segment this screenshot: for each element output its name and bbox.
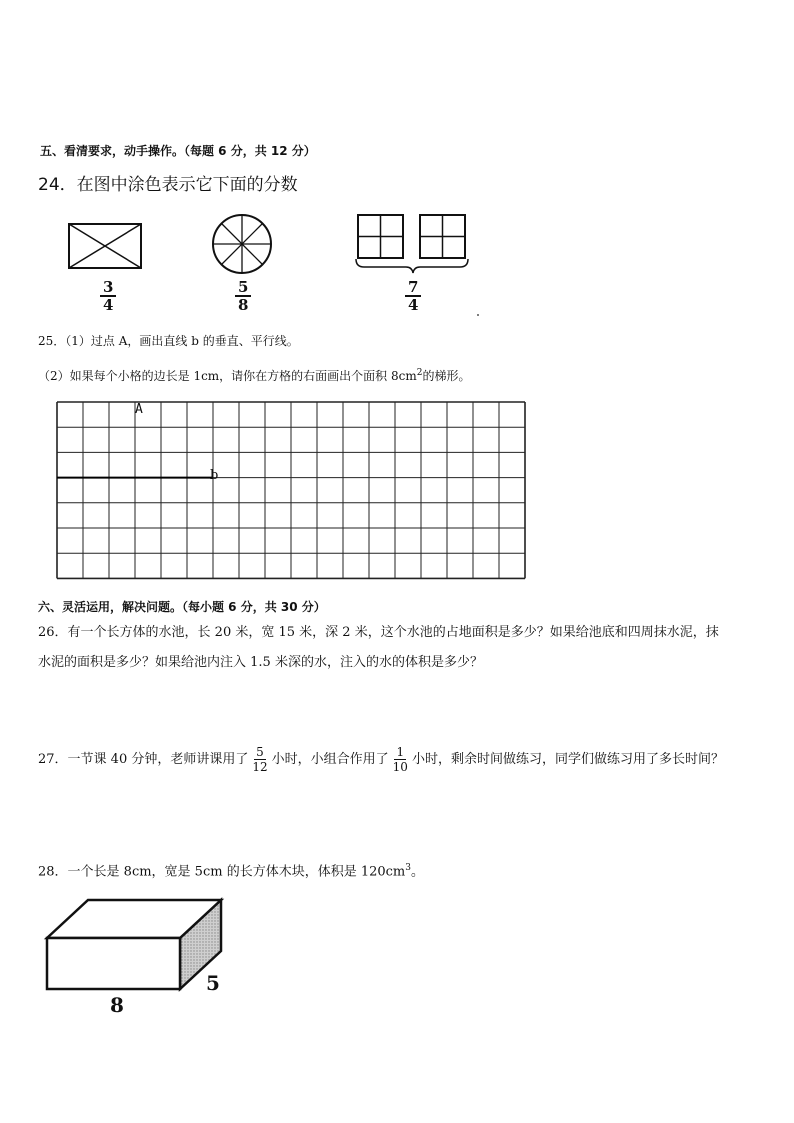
fraction-7-4: $\frac{7}{4}$ [405,279,421,313]
question-27: 27．一节课 40 分钟，老师讲课用了 $\frac{5}{12}$ 小时，小组合作用了 $\frac{1}{10}$ 小时，剩余时间做练习，同学们做练习用了多长时间？ [38,745,724,774]
cuboid-front-face [47,938,180,989]
cuboid-figure [40,893,240,1028]
line-b-label: b [210,468,219,483]
two-squares-figure [358,215,465,258]
fraction-5-8: $\frac{5}{8}$ [235,279,251,313]
fraction-3-4: $\frac{3}{4}$ [100,279,116,313]
cuboid-svg [40,893,240,1028]
fraction-1-10: $\frac{1}{10}$ [392,745,408,774]
grid-svg [55,398,527,582]
question-28: 28．一个长是 8cm，宽是 5cm 的长方体木块，体积是 $120cm^3$。 [38,863,425,880]
drawing-grid[interactable] [55,398,527,582]
circle-figure [213,215,271,273]
width-label: 5 [206,971,220,995]
question-24-text: 24．在图中涂色表示它下面的分数 [38,175,298,195]
section-5-title: 五、看清要求，动手操作。（每题 6 分，共 12 分） [40,144,316,158]
fraction-5-12: $\frac{5}{12}$ [252,745,268,774]
point-a-label: A [135,402,143,417]
question-25-part2: （2）如果每个小格的边长是 1cm，请你在方格的右面画出个面积 $8cm^2$的梯形。 [38,368,471,383]
section-6-title: 六、灵活运用，解决问题。（每小题 6 分，共 30 分） [38,600,326,614]
question-24-figures [38,207,490,317]
question-25-part1: 25．（1）过点 A，画出直线 b 的垂直、平行线。 [38,334,299,348]
length-label: 8 [110,993,124,1017]
question-26-line1: 26．有一个长方体的水池，长 20 米，宽 15 米，深 2 米，这个水池的占地面积是多少？如果给池底和四周抹水泥，抹 [38,625,719,640]
rectangle-figure [69,224,141,268]
brace [356,259,468,273]
question-26-line2: 水泥的面积是多少？如果给池内注入 1.5 米深的水，注入的水的体积是多少？ [38,655,483,670]
